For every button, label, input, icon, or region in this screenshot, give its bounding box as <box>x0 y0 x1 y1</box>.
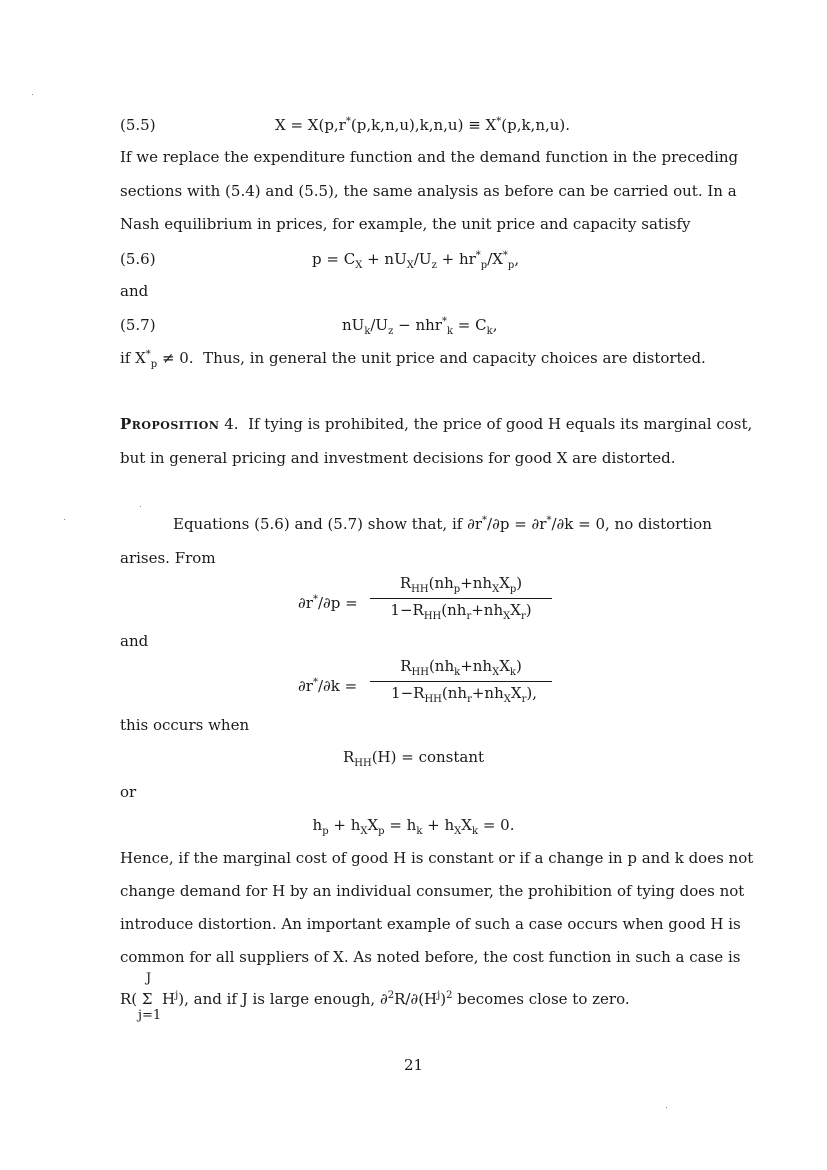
fraction-lhs: ∂r*/∂p = <box>298 594 358 612</box>
paragraph-line: Equations (5.6) and (5.7) show that, if ∂r*/∂p = ∂r*/∂k = 0, no distortion <box>173 515 712 533</box>
proposition-text: If tying is prohibited, the price of good H equals its marginal cost, <box>248 415 753 433</box>
proposition-number: 4. <box>224 415 239 433</box>
paragraph-line: arises. From <box>120 549 216 567</box>
connector-and: and <box>120 282 149 300</box>
fraction-bar <box>370 681 552 682</box>
scan-speck <box>666 1107 667 1108</box>
fraction-denominator: $1-R_{HH}(nh_r+nh_XX_r)$, <box>391 684 537 705</box>
paragraph-line: R( Σ $H^j$), and if J is large enough, $\partial^2R/\partial(H^j)^2$ becomes close to zero. <box>120 990 630 1008</box>
paragraph-line: If we replace the expenditure function and the demand function in the preceding <box>120 148 739 166</box>
page-number: 21 <box>403 1056 424 1074</box>
paragraph-line: Nash equilibrium in prices, for example, the unit price and capacity satisfy <box>120 215 691 233</box>
equation-label-5-5: (5.5) <box>120 116 156 134</box>
proposition-label: Proposition <box>120 415 220 433</box>
scan-speck <box>32 94 33 95</box>
proposition-line: but in general pricing and investment decisions for good X are distorted. <box>120 449 676 467</box>
proposition-4 <box>120 414 752 434</box>
connector-or: or <box>120 783 137 801</box>
equation-label-5-7: (5.7) <box>120 316 156 334</box>
paragraph-line: if $X^*_p \ne 0$. Thus, in general the unit price and capacity choices are distorted. <box>120 349 706 370</box>
paragraph-line: introduce distortion. An important example of such a case occurs when good H is <box>120 915 741 933</box>
scan-speck <box>64 519 65 520</box>
fraction-numerator: $R_{HH}(nh_k+nh_XX_k)$ <box>400 657 522 678</box>
paragraph-line: Hence, if the marginal cost of good H is constant or if a change in p and k does not <box>120 849 754 867</box>
condition-2: $h_p + h_XX_p = h_k + h_XX_k = 0$. <box>312 816 515 837</box>
paragraph-line: common for all suppliers of X. As noted before, the cost function in such a case is <box>120 948 741 966</box>
equation-label-5-6: (5.6) <box>120 250 156 268</box>
fraction-denominator: $1-R_{HH}(nh_r+nh_XX_r)$ <box>390 601 532 622</box>
fraction-lhs: ∂r*/∂k = <box>298 677 358 695</box>
condition-1: $R_{HH}(H)$ = constant <box>342 748 485 769</box>
equation-5-5: X = X(p,r*(p,k,n,u),k,n,u) ≡ X*(p,k,n,u). <box>275 116 571 134</box>
equation-5-6: $p = C_X + nU_X/U_z + hr^*_p/X^*_p$, <box>312 250 520 271</box>
fraction-numerator: $R_{HH}(nh_p+nh_XX_p)$ <box>399 574 523 595</box>
paragraph-line: this occurs when <box>120 716 250 734</box>
fraction-bar <box>370 598 552 599</box>
connector-and: and <box>120 632 149 650</box>
paragraph-line: change demand for H by an individual consumer, the prohibition of tying does not <box>120 882 745 900</box>
sum-upper-limit: J <box>146 971 152 986</box>
paragraph-line: sections with (5.4) and (5.5), the same analysis as before can be carried out. In a <box>120 182 737 200</box>
scan-speck <box>140 506 141 507</box>
equation-5-7: $nU_k/U_z - nhr^*_k = C_k$, <box>342 316 498 337</box>
sum-lower-limit: j=1 <box>138 1008 162 1023</box>
